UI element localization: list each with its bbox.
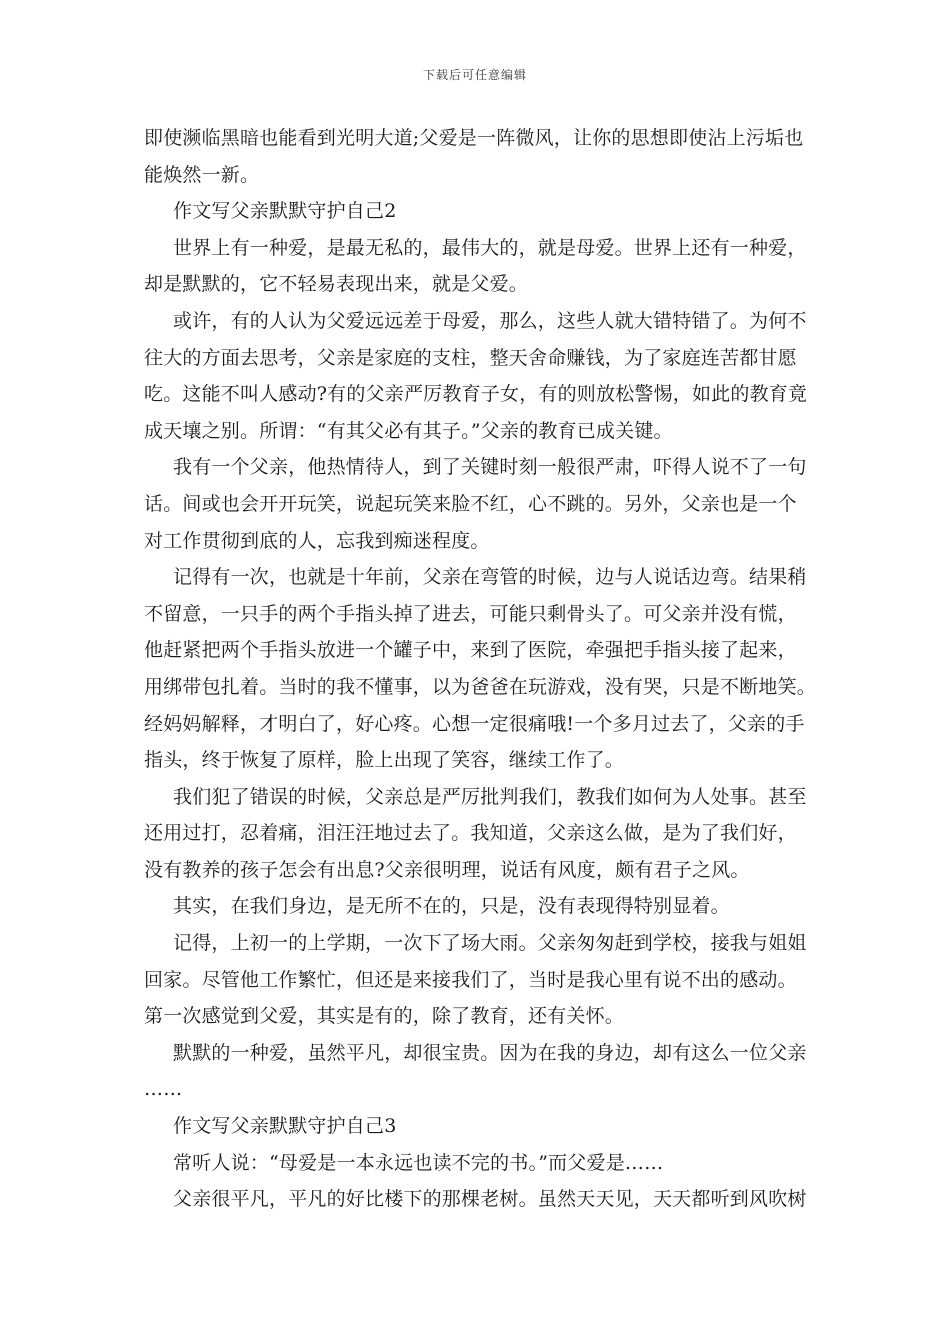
text-line: 成天壤之别。所谓：“有其父必有其子。”父亲的教育已成关键。 [144,419,673,442]
text-line: …… [144,1078,183,1101]
text-line: 不留意，一只手的两个手指头掉了进去，可能只剩骨头了。可父亲并没有慌， [144,602,797,625]
text-line: 即使濒临黑暗也能看到光明大道;父爱是一阵微风，让你的思想即使沾上污垢也 [144,127,804,149]
text-line: 记得有一次，也就是十年前，父亲在弯管的时候，边与人说话边弯。结果稍 [173,566,807,589]
text-line: 没有教养的孩子怎会有出息?父亲很明理，说话有风度，颇有君子之风。 [144,858,750,881]
text-line: 还用过打，忍着痛，泪汪汪地过去了。我知道，父亲这么做，是为了我们好， [144,822,797,845]
text-line: 第一次感觉到父爱，其实是有的，除了教育，还有关怀。 [144,1005,625,1028]
text-line: 父亲很平凡，平凡的好比楼下的那棵老树。虽然天天见，天天都听到风吹树 [173,1188,807,1211]
text-line: 却是默默的，它不轻易表现出来，就是父爱。 [144,273,529,296]
text-line: 其实，在我们身边，是无所不在的，只是，没有表现得特别显着。 [173,895,730,918]
text-line: 回家。尽管他工作繁忙，但还是来接我们了，当时是我心里有说不出的感动。 [144,968,797,991]
text-line: 指头，终于恢复了原样，脸上出现了笑容，继续工作了。 [144,749,625,772]
text-line: 用绑带包扎着。当时的我不懂事，以为爸爸在玩游戏，没有哭，只是不断地笑。 [144,675,817,698]
text-line: 我们犯了错误的时候，父亲总是严厉批判我们，教我们如何为人处事。甚至 [173,785,807,808]
text-line: 对工作贯彻到底的人，忘我到痴迷程度。 [144,529,490,552]
document-body [144,120,817,1218]
page-header: 下载后可任意编辑 [422,68,527,82]
text-line: 记得，上初一的上学期，一次下了场大雨。父亲匆匆赶到学校，接我与姐姐 [173,932,807,955]
text-line: 吃。这能不叫人感动?有的父亲严厉教育子女，有的则放松警惕，如此的教育竟 [144,383,808,406]
text-line: 或许，有的人认为父爱远远差于母爱，那么，这些人就大错特错了。为何不 [173,309,807,332]
text-line: 世界上有一种爱，是最无私的，最伟大的，就是母爱。世界上还有一种爱， [173,236,807,259]
text-line: 往大的方面去思考，父亲是家庭的支柱，整天舍命赚钱，为了家庭连苦都甘愿 [144,346,797,369]
text-line: 默默的一种爱，虽然平凡，却很宝贵。因为在我的身边，却有这么一位父亲 [173,1041,807,1064]
text-line: 作文写父亲默默守护自己3 [173,1115,397,1138]
text-line: 常听人说：“母爱是一本永远也读不完的书。”而父爱是…… [173,1151,664,1174]
text-line: 他赶紧把两个手指头放进一个罐子中，来到了医院，牵强把手指头接了起来， [144,639,797,662]
text-line: 经妈妈解释，才明白了，好心疼。心想一定很痛哦!一个多月过去了，父亲的手 [144,712,805,735]
text-line: 话。间或也会开开玩笑，说起玩笑来脸不红，心不跳的。另外，父亲也是一个 [144,492,797,515]
text-line: 作文写父亲默默守护自己2 [173,200,397,223]
text-line: 能焕然一新。 [144,163,260,186]
text-line: 我有一个父亲，他热情待人，到了关键时刻一般很严肃，吓得人说不了一句 [173,456,807,479]
